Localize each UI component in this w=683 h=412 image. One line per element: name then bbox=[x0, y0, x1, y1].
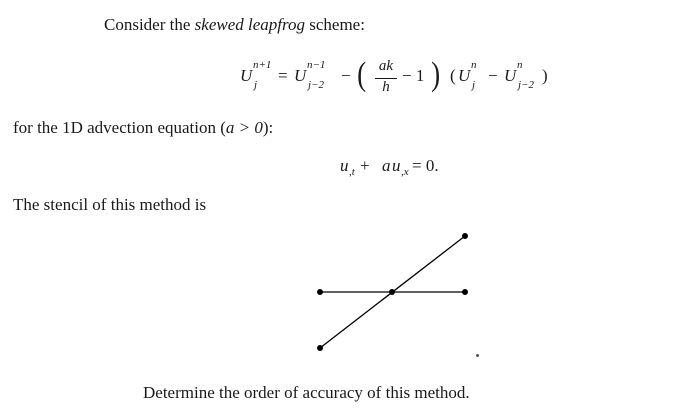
fraction-numerator: ak bbox=[378, 58, 394, 74]
pde-u1: u bbox=[340, 156, 349, 175]
pde-u1-subscript: ,t bbox=[349, 166, 355, 178]
diff-close-paren: ) bbox=[542, 66, 548, 85]
intro-line bbox=[104, 15, 365, 35]
diff-u2-superscript: n bbox=[517, 59, 523, 71]
stencil-node-right bbox=[462, 289, 468, 295]
minus-one: − 1 bbox=[402, 66, 425, 85]
speck-mark bbox=[476, 354, 479, 357]
left-paren-large: ( bbox=[357, 56, 367, 93]
intro-prefix: Consider the bbox=[104, 15, 195, 34]
context-after: ): bbox=[262, 118, 274, 137]
rhs-superscript: n−1 bbox=[307, 59, 326, 71]
rhs-subscript: j−2 bbox=[308, 79, 324, 91]
stencil-intro: The stencil of this method is bbox=[13, 195, 207, 214]
context-line bbox=[13, 118, 273, 138]
context-condition: a > 0 bbox=[225, 118, 263, 137]
stencil-node-bottom bbox=[317, 345, 323, 351]
stencil-node-center bbox=[389, 289, 395, 295]
pde-u2: u bbox=[392, 156, 401, 175]
diff-u1: U bbox=[458, 66, 471, 85]
stencil-node-left bbox=[317, 289, 323, 295]
diff-minus: − bbox=[488, 66, 498, 85]
scheme-equation bbox=[240, 56, 570, 100]
intro-suffix: scheme: bbox=[304, 15, 365, 34]
lhs-u: U bbox=[240, 66, 253, 85]
stencil-diagram bbox=[300, 222, 490, 362]
pde-equation bbox=[340, 153, 480, 179]
fraction-denominator: h bbox=[382, 79, 390, 95]
equals-sign: = bbox=[278, 66, 288, 85]
scheme-name: skewed leapfrog bbox=[194, 15, 305, 34]
diff-u2-subscript: j−2 bbox=[518, 79, 534, 91]
diff-open-paren: ( bbox=[450, 66, 456, 85]
diff-u2: U bbox=[504, 66, 517, 85]
question-line: Determine the order of accuracy of this method. bbox=[143, 383, 470, 402]
rhs-u: U bbox=[294, 66, 307, 85]
diff-u1-superscript: n bbox=[471, 59, 477, 71]
pde-a: a bbox=[382, 156, 391, 175]
lhs-superscript: n+1 bbox=[253, 59, 272, 71]
stencil-node-top bbox=[462, 233, 468, 239]
pde-rhs: = 0. bbox=[412, 156, 439, 175]
pde-u2-subscript: ,x bbox=[401, 166, 409, 178]
minus-sign: − bbox=[341, 66, 351, 85]
lhs-subscript: j bbox=[254, 79, 258, 91]
right-paren-large: ) bbox=[431, 56, 441, 93]
pde-plus: + bbox=[360, 156, 370, 175]
diff-u1-subscript: j bbox=[472, 79, 476, 91]
context-before: for the 1D advection equation ( bbox=[13, 118, 226, 137]
